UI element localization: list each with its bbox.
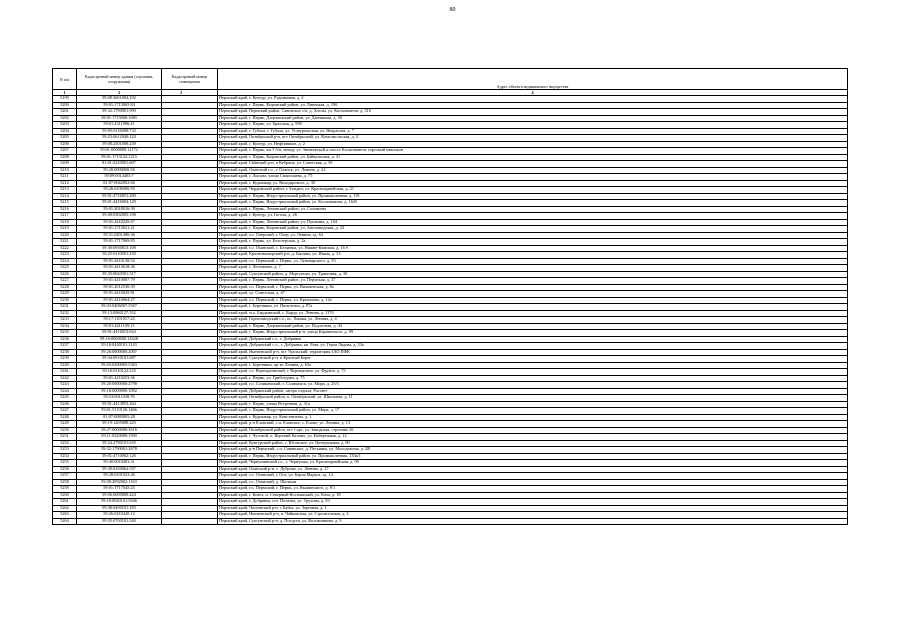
address-cell: Пермский край, г.о. Оханский, г. Оса, ул. Карла Маркса, зд. 14 xyxy=(218,473,848,480)
address-cell: Пермский край, Горнозаводский г.о., пс. Пашия, ул. Ленина, д. 4 xyxy=(218,317,848,324)
address-cell: Пермский край, г. Лесничево, д. 7 xyxy=(218,265,848,272)
building-cadastral-cell: 59:01:4410138:52 xyxy=(77,258,162,265)
address-cell: Пермский край, Суксунский район, д. Моргуново, ул. Трактовая, д. 30 xyxy=(218,271,848,278)
row-number-cell: 5205 xyxy=(53,135,77,142)
row-number-cell: 5256 xyxy=(53,466,77,473)
address-cell: Пермский край, ул. Советская, д. 47 xyxy=(218,291,848,298)
row-number-cell: 5237 xyxy=(53,343,77,350)
property-registry-table xyxy=(52,68,848,525)
row-number-cell: 5252 xyxy=(53,440,77,447)
row-number-cell: 5241 xyxy=(53,369,77,376)
row-number-cell: 5245 xyxy=(53,395,77,402)
address-cell: Пермский край, Чердынский район, г. Бондюг, ул. Красноармейская, д. 21 xyxy=(218,187,848,194)
address-cell: Пермский край, Красновишерский р-н, д. Бычина, ул. Ивана, д. 33 xyxy=(218,252,848,259)
row-number-cell: 5226 xyxy=(53,271,77,278)
row-number-cell: 5204 xyxy=(53,128,77,135)
building-cadastral-cell: 59:01:2018016:39 xyxy=(77,206,162,213)
address-cell: Пермский край, г.о. Соликамский, г. Соликамск, ул. Мира, д. 25/3 xyxy=(218,382,848,389)
address-cell: Пермский край, г.о. Оханский, с. Беляевка, ул. Нижне-Камская, д. 16 б xyxy=(218,245,848,252)
building-cadastral-cell: 59:32:1790001:990 xyxy=(77,109,162,116)
building-cadastral-cell: 59:01:4311986:41 xyxy=(77,122,162,129)
row-number-cell: 5260 xyxy=(53,492,77,499)
room-cadastral-cell xyxy=(162,518,218,525)
row-number-cell: 5249 xyxy=(53,421,77,428)
row-number-cell: 5216 xyxy=(53,206,77,213)
column-number: 3 xyxy=(162,90,218,96)
address-cell: Пермский край, г. Пермь, Индустриальный район, ул. Мира, д. 17 xyxy=(218,408,848,415)
row-number-cell: 5263 xyxy=(53,512,77,519)
building-cadastral-cell: 59:01:4410245:67 xyxy=(77,219,162,226)
building-cadastral-cell: 59:03:0200005:5363 xyxy=(77,362,162,369)
row-number-cell: 5240 xyxy=(53,362,77,369)
building-cadastral-cell: 59:32:1790001:2678 xyxy=(77,447,162,454)
address-cell: Пермский край, г. Кунгур, ул. Рудниковая, д. 2 xyxy=(218,96,848,103)
building-cadastral-cell: 59:01:1717069:85 xyxy=(77,239,162,246)
row-number-cell: 5222 xyxy=(53,245,77,252)
row-number-cell: 5259 xyxy=(53,486,77,493)
building-cadastral-cell: 81:07:0080805:28 xyxy=(77,414,162,421)
address-cell: Пермский край, г. Березники, пр-кт Ленина, д. 63а xyxy=(218,362,848,369)
table-header-row xyxy=(53,69,848,90)
building-cadastral-cell: 59:30:0930013:108 xyxy=(77,245,162,252)
building-cadastral-cell: 59:26:0106006:93 xyxy=(77,187,162,194)
address-cell: Пермский край, г. Пермь, улица Встречная, д. 31а xyxy=(218,401,848,408)
row-number-cell: 5203 xyxy=(53,122,77,129)
row-number-cell: 5238 xyxy=(53,349,77,356)
row-number-cell: 5217 xyxy=(53,213,77,220)
building-cadastral-cell: 59:01:2012530:39 xyxy=(77,284,162,291)
address-cell: Пермский край, г. Пермь, ул. Белозерская, д. 2а xyxy=(218,239,848,246)
row-number-cell: 5261 xyxy=(53,499,77,506)
building-cadastral-cell: 59:01:1713122:1215 xyxy=(77,154,162,161)
row-number-cell: 5219 xyxy=(53,226,77,233)
building-cadastral-cell: 59:01:4410045:81 xyxy=(77,291,162,298)
building-cadastral-cell: 59:06:0000000:424 xyxy=(77,492,162,499)
address-cell: Пермский край, г. Пермь, км 5 б/н, между ул. Звеньевской и шоссе Космонавтов, торговый павильон xyxy=(218,148,848,155)
address-cell: Пермский край, м.о. Бардымский, с. Барда, ул. Ленина, д. 117б xyxy=(218,310,848,317)
building-cadastral-cell: 59:34:0910101:687 xyxy=(77,356,162,363)
address-cell: Пермский край, г. Пермь, Индустриальный район, ул. Промышленная, д. 101 xyxy=(218,193,848,200)
building-cadastral-cell: 59:28:0000000:56 xyxy=(77,167,162,174)
column-number: 4 xyxy=(218,90,848,96)
address-cell: Пермский край, г. Пермь, ул. Грибоедова, д. 75 xyxy=(218,375,848,382)
address-cell: Пермский край, г.о. Пермский, г. Пермь, ул. Вышинского, д. 9/1 xyxy=(218,486,848,493)
row-number-cell: 5254 xyxy=(53,453,77,460)
table-row xyxy=(53,518,848,525)
address-cell: Пермский край, г.о. Пермский, г. Пермь, ул. Кропачева, д. 12а xyxy=(218,297,848,304)
building-cadastral-cell: 59:01:4413618:36 xyxy=(77,265,162,272)
building-cadastral-cell: 59:11:0320000:1390 xyxy=(77,434,162,441)
address-cell: Пермский край, Кунгурский район, с. Юговское, ул. Центральная, д. 60 xyxy=(218,440,848,447)
building-cadastral-cell: 59:31:0401496:36 xyxy=(77,232,162,239)
row-number-cell: 5250 xyxy=(53,427,77,434)
address-cell: Пермский край, г. Пермь, Кировский район, ул. Байкальская, д. 31 xyxy=(218,154,848,161)
address-cell: Пермский край, Октябрьский район, пгт Сарс, ул. Заводская, строение 2б xyxy=(218,427,848,434)
building-cadastral-cell: 59:01:4410064:27 xyxy=(77,297,162,304)
address-cell: Пермский край, г. Пермь, Индустриальный р-н, улица Карпинского, д. 99 xyxy=(218,330,848,337)
address-cell: Пермский край, Гайнский р-н, п Кебраты, ул. Советская, д. 39 xyxy=(218,161,848,168)
row-number-cell: 5210 xyxy=(53,167,77,174)
row-number-cell: 5206 xyxy=(53,141,77,148)
building-cadastral-cell: 59:01:1713021:21 xyxy=(77,226,162,233)
row-number-cell: 5258 xyxy=(53,479,77,486)
row-number-cell: 5199 xyxy=(53,96,77,103)
address-cell: Пермский край, г. Пермь, Дзержинский район, ул. Данчикова, д. 50 xyxy=(218,115,848,122)
building-cadastral-cell: 59:26:0000000:2007 xyxy=(77,349,162,356)
row-number-cell: 5239 xyxy=(53,356,77,363)
row-number-cell: 5246 xyxy=(53,401,77,408)
building-cadastral-cell: 59:05:0116008:733 xyxy=(77,128,162,135)
building-cadastral-cell: 59:30:2092002:1163 xyxy=(77,479,162,486)
building-cadastral-cell: 59:01:4210253:36 xyxy=(77,375,162,382)
building-cadastral-cell: 59:08:3601004:192 xyxy=(77,96,162,103)
building-cadastral-cell: 59:18:0000000:14328 xyxy=(77,336,162,343)
address-cell: Пермский край, Оханский р-н, с. Дуброво, ул. Ленина, д. 27 xyxy=(218,466,848,473)
column-number: 2 xyxy=(77,90,162,96)
building-cadastral-cell: 59:01:4413853:264 xyxy=(77,401,162,408)
row-number-cell: 5208 xyxy=(53,154,77,161)
address-cell: Пермский край, г. Кизел, п. Северный-Коспашский, ул. Кача, д. 18 xyxy=(218,492,848,499)
address-cell: Пермский край, Суксунский р-н, д. Поедуги, ул. Воложинкова, д. 9 xyxy=(218,518,848,525)
building-cadastral-cell: 59:35:0620301:317 xyxy=(77,271,162,278)
row-number-cell: 5214 xyxy=(53,193,77,200)
building-cadastral-cell: 59:01:4411109:13 xyxy=(77,323,162,330)
building-cadastral-cell: 59:18:0000000:1092 xyxy=(77,388,162,395)
address-cell: Пермский край, г. Пермь, Дзержинский район, ул. Подлесная, д. 43 xyxy=(218,323,848,330)
building-cadastral-cell: 59:13:0060127:332 xyxy=(77,310,162,317)
row-number-cell: 5215 xyxy=(53,200,77,207)
building-cadastral-cell: 59:18:0020101:5646 xyxy=(77,499,162,506)
building-cadastral-cell: 59:40:0010403:31 xyxy=(77,460,162,467)
address-cell: Пермский край, Нытвенский р-н, п. Чайковская, ул. Строительная, д. 2 xyxy=(218,512,848,519)
building-cadastral-cell: 59:20:0000000:2798 xyxy=(77,382,162,389)
row-number-cell: 5221 xyxy=(53,239,77,246)
building-cadastral-cell: 59:01:4710062:126 xyxy=(77,453,162,460)
page-number: 80 xyxy=(449,7,456,13)
address-cell: Пермский край, г. Пермь, Индустриальный район, ул. Космонавтов, д. 162б xyxy=(218,200,848,207)
address-cell: Пермский край, Пермский район, Савинское с/п, д. Хохлы, ул. Космонавтов, д. 310 xyxy=(218,109,848,116)
building-cadastral-cell: 59:01:4410087:79 xyxy=(77,278,162,285)
row-number-cell: 5255 xyxy=(53,460,77,467)
address-cell: Пермский край, Добрянский с.о., г. Добрянка, кв. Разв, ул. Героя Лядова, д. 23а xyxy=(218,343,848,350)
row-number-cell: 5236 xyxy=(53,336,77,343)
row-number-cell: 5202 xyxy=(53,115,77,122)
column-number: 1 xyxy=(53,90,77,96)
row-number-cell: 5224 xyxy=(53,258,77,265)
address-cell: Пермский край, г. Березники, ул. Пятилетки, д. 87а xyxy=(218,304,848,311)
building-cadastral-cell: 59:01:1713965:84 xyxy=(77,102,162,109)
building-cadastral-cell: 59:30:0250062:337 xyxy=(77,466,162,473)
row-number-cell: 5218 xyxy=(53,219,77,226)
address-cell: Пермский край, Октябрьский р-н, пгт Октябрьский, ул. Комсомольская, д. 2 xyxy=(218,135,848,142)
row-number-cell: 5232 xyxy=(53,310,77,317)
building-cadastral-cell: 59:01:0000000:11172 xyxy=(77,148,162,155)
building-cadastral-cell: 59:19:1205008:225 xyxy=(77,421,162,428)
address-cell: Пермский край, г. Кунгур, ул. Нефтяников, д. 2 xyxy=(218,141,848,148)
row-number-cell: 5262 xyxy=(53,505,77,512)
address-cell: Пермский край, г. Губаха, г. Губаха, ул. Углеуральская, ул. Некрасова, д. 7 xyxy=(218,128,848,135)
address-cell: Пермский край, г. Кудымкар, ул. Константина, д. 1 xyxy=(218,414,848,421)
address-cell: Пермский край, Нытвенский р-н, пгт Уральский, территория ЗАО ПФК xyxy=(218,349,848,356)
building-cadastral-cell: 59:28:0101023:46 xyxy=(77,473,162,480)
row-number-cell: 5243 xyxy=(53,382,77,389)
row-number-cell: 5233 xyxy=(53,317,77,324)
building-cadastral-cell: 81:07:0042002:66 xyxy=(77,180,162,187)
row-number-cell: 5235 xyxy=(53,330,77,337)
row-number-cell: 5251 xyxy=(53,434,77,441)
row-number-cell: 5220 xyxy=(53,232,77,239)
address-cell: Пермский край, г. Пермь, Индустриальный район, ул. Промышленная, 133а/1 xyxy=(218,453,848,460)
address-cell: Пермский край, Чернушинский г.о., г. Чернушка, ул. Красноармейская, д. 90 xyxy=(218,460,848,467)
building-cadastral-cell: 59:23:0612040:124 xyxy=(77,135,162,142)
address-cell: Пермский край, г. Пермь, Ленинский район, ул. Соловьева xyxy=(218,206,848,213)
building-cadastral-cell: 59:25:0110001:239 xyxy=(77,252,162,259)
address-cell: Пермский край, Октябрьский район, п. Октябрьский, ул. Школьная, д. 11 xyxy=(218,395,848,402)
address-cell: Пермский край, г. Пермь, ул. Братская, д. 99б xyxy=(218,122,848,129)
building-cadastral-cell: 81:01:0220001:607 xyxy=(77,161,162,168)
row-number-cell: 5209 xyxy=(53,161,77,168)
address-cell: Пермский край, г.о. Пермский, г. Пермь, ул. Вильвенская, д. 8а xyxy=(218,284,848,291)
row-number-cell: 5248 xyxy=(53,414,77,421)
row-number-cell: 5213 xyxy=(53,187,77,194)
address-cell: Пермский край, р-н Еловский, с.п. Еловское, с. Елово, ул. Ленина, д. 13 xyxy=(218,421,848,428)
address-cell: Пермский край, г. Пермь, Кировский район, ул. Автозаводская, д. 23 xyxy=(218,226,848,233)
header-number: N п/п xyxy=(53,69,77,90)
row-number-cell: 5212 xyxy=(53,180,77,187)
building-cadastral-cell: 59:01:4716051:200 xyxy=(77,193,162,200)
header-address: Адрес объекта недвижимого имущества xyxy=(218,69,848,90)
header-building-cadastral: Кадастровый номер здания (строения, сооружения) xyxy=(77,69,162,90)
header-room-cadastral: Кадастровый номер помещения xyxy=(162,69,218,90)
row-number-cell: 5257 xyxy=(53,473,77,480)
building-cadastral-cell: 59:18:0440101:1143 xyxy=(77,343,162,350)
building-cadastral-cell: 59:01:1713068:1685 xyxy=(77,115,162,122)
address-cell: Пермский край, Добрянский г.о., г. Добрянка xyxy=(218,336,848,343)
address-cell: Пермский край, г.о. Верещагинский, г. Верещагино, ул. Фрунзе, д. 75 xyxy=(218,369,848,376)
building-cadastral-cell: 59:16:0110122:235 xyxy=(77,369,162,376)
row-number-cell: 5200 xyxy=(53,102,77,109)
row-number-cell: 5242 xyxy=(53,375,77,382)
building-cadastral-cell: 59:24:2790101:635 xyxy=(77,440,162,447)
row-number-cell: 5244 xyxy=(53,388,77,395)
address-cell: Пермский край, г. Добрянка, пгт. Полазна, ул. Трухина, д. 83 xyxy=(218,499,848,506)
address-cell: Пермский край, г.о. Пермский, г. Пермь, ул. Луначарского, д. 55 xyxy=(218,258,848,265)
table-body xyxy=(53,96,848,525)
building-cadastral-cell: 59:01:4416004:129 xyxy=(77,200,162,207)
address-cell: Пермский край, г. Кунгур, ул. Гоголя, д. 26 xyxy=(218,213,848,220)
building-cadastral-cell: 59:01:4416013:624 xyxy=(77,330,162,337)
address-cell: Пермский край, г. Пермь, Ленинский район, ул. Пермская, д. 37 xyxy=(218,278,848,285)
row-number-cell: 5229 xyxy=(53,291,77,298)
row-number-cell: 5201 xyxy=(53,109,77,116)
address-cell: Пермский край, г. Чусовой, п. Верхний Калино, ул. Набережная, д. 12 xyxy=(218,434,848,441)
building-cadastral-cell: 59:35:0700101:540 xyxy=(77,518,162,525)
row-number-cell: 5247 xyxy=(53,408,77,415)
building-cadastral-cell: 59:03:0406007:5567 xyxy=(77,304,162,311)
row-number-cell: 5223 xyxy=(53,252,77,259)
row-number-cell: 5231 xyxy=(53,304,77,311)
address-cell: Пермский край, г. Кудымкар, ул. Володарского, д. 30 xyxy=(218,180,848,187)
building-cadastral-cell: 59:08:0302005:198 xyxy=(77,213,162,220)
address-cell: Пермский край, Добрянский район, лагерь отдыха, Рассвет xyxy=(218,388,848,395)
address-cell: Пермский край, г. Лысьва, улица Смышляева, д. 75 xyxy=(218,174,848,181)
row-number-cell: 5253 xyxy=(53,447,77,454)
row-number-cell: 5230 xyxy=(53,297,77,304)
row-number-cell: 5227 xyxy=(53,278,77,285)
row-number-cell: 5225 xyxy=(53,265,77,272)
building-cadastral-cell: 59:38:0490101:183 xyxy=(77,505,162,512)
row-number-cell: 5264 xyxy=(53,518,77,525)
address-cell: Пермский край, г. Пермь, Кировский район, ул. Липецкая, д. 19б xyxy=(218,102,848,109)
row-number-cell: 5207 xyxy=(53,148,77,155)
building-cadastral-cell: 59:17:1101017:24 xyxy=(77,317,162,324)
building-cadastral-cell: 59:27:0000000:3616 xyxy=(77,427,162,434)
building-cadastral-cell: 59:23:0011038:76 xyxy=(77,395,162,402)
building-cadastral-cell: 59:01:5110126:1466 xyxy=(77,408,162,415)
address-cell: Пермский край, Оханский г.о., г. Оханск, ул. Ленина, д. 22 xyxy=(218,167,848,174)
address-cell: Пермский край, г. Пермь, Ленинский район, ул. Пушкина, д. 104 xyxy=(218,219,848,226)
building-cadastral-cell: 59:01:1717045:23 xyxy=(77,486,162,493)
building-cadastral-cell: 59:26:0410420:12 xyxy=(77,512,162,519)
address-cell: Пермский край, г.о. Очёрский, г. Очер, ул. Ленина, зд. 64 xyxy=(218,232,848,239)
row-number-cell: 5211 xyxy=(53,174,77,181)
row-number-cell: 5234 xyxy=(53,323,77,330)
address-cell: Пермский край, г.о. Оханский, д. Шалаши xyxy=(218,479,848,486)
building-cadastral-cell: 59:08:2501008:239 xyxy=(77,141,162,148)
address-cell: Пермский край, р-н Пермский, с.п. Савинское, д. Песьянка, ул. Молодежная, д. 2В xyxy=(218,447,848,454)
address-cell: Пермский край, Суксунский р-н, п Красный Берег xyxy=(218,356,848,363)
row-number-cell: 5228 xyxy=(53,284,77,291)
address-cell: Пермский край, Частинский р-н, с Бабка, ул. Заречная, д. 1 xyxy=(218,505,848,512)
building-cadastral-cell: 59:09:0014403:7 xyxy=(77,174,162,181)
